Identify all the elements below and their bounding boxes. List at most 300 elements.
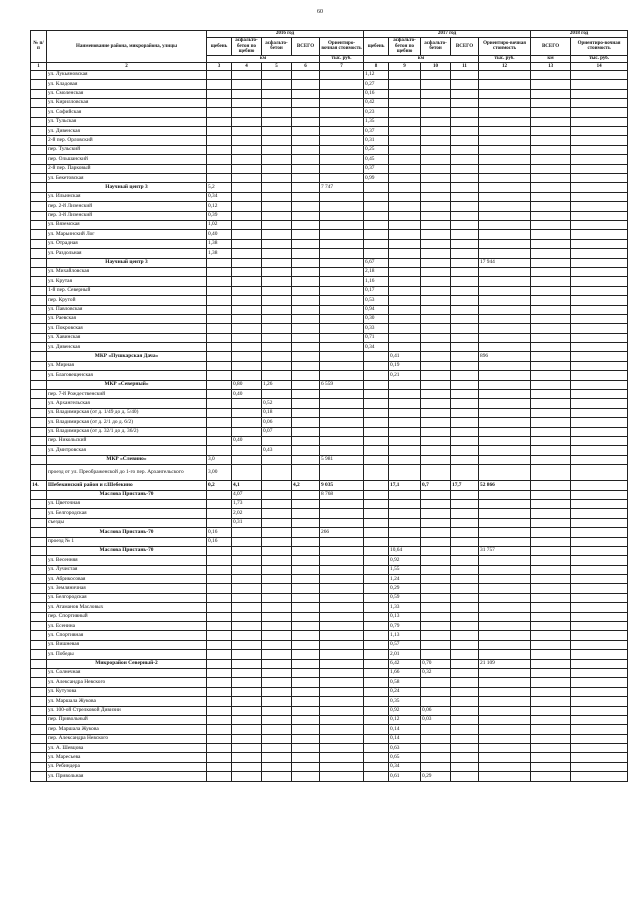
value-cell — [451, 361, 479, 370]
value-cell — [232, 286, 262, 295]
value-cell — [421, 80, 451, 89]
value-cell — [389, 108, 421, 117]
value-cell — [232, 174, 262, 183]
row-number-cell — [31, 136, 47, 145]
value-cell — [479, 277, 531, 286]
value-cell — [320, 174, 364, 183]
value-cell — [207, 305, 232, 314]
value-cell: 0,40 — [232, 436, 262, 445]
value-cell — [232, 267, 262, 276]
value-cell — [571, 352, 628, 361]
value-cell — [292, 706, 320, 715]
value-cell — [479, 249, 531, 258]
value-cell — [320, 408, 364, 417]
value-cell — [531, 772, 571, 781]
value-cell — [262, 528, 292, 537]
value-cell — [421, 575, 451, 584]
value-cell — [451, 678, 479, 687]
value-cell — [451, 239, 479, 248]
value-cell — [207, 371, 232, 380]
table-row — [31, 249, 628, 258]
value-cell: 0,59 — [389, 593, 421, 602]
value-cell — [421, 380, 451, 389]
value-cell — [292, 546, 320, 555]
value-cell — [262, 155, 292, 164]
street-name-cell: 2-й пер. Парковый — [47, 164, 207, 173]
value-cell — [207, 697, 232, 706]
value-cell: 0,29 — [389, 584, 421, 593]
value-cell — [207, 556, 232, 565]
value-cell — [531, 333, 571, 342]
col-header: асфальто-бетон — [421, 37, 451, 55]
value-cell — [451, 697, 479, 706]
value-cell: 896 — [479, 352, 531, 361]
value-cell — [571, 518, 628, 527]
value-cell — [479, 687, 531, 696]
section-row — [31, 455, 628, 464]
street-name-cell: Микрорайон Северный-2 — [47, 659, 207, 668]
value-cell — [451, 70, 479, 79]
value-cell — [207, 164, 232, 173]
value-cell — [262, 659, 292, 668]
value-cell — [262, 333, 292, 342]
value-cell: 0,33 — [364, 324, 389, 333]
value-cell — [389, 155, 421, 164]
value-cell: 4,1 — [232, 481, 262, 490]
value-cell: 7 747 — [320, 183, 364, 192]
table-row — [31, 371, 628, 380]
table-row — [31, 408, 628, 417]
value-cell: 0,37 — [364, 127, 389, 136]
table-row — [31, 612, 628, 621]
value-cell — [292, 399, 320, 408]
value-cell — [479, 725, 531, 734]
year-2017-header: 2017 год — [364, 31, 531, 38]
value-cell — [364, 481, 389, 490]
street-name-cell: ул. Владимирская (от д. 1/49 до д. 5/40) — [47, 408, 207, 417]
value-cell — [292, 145, 320, 154]
value-cell — [364, 408, 389, 417]
value-cell — [421, 697, 451, 706]
value-cell — [292, 333, 320, 342]
value-cell — [292, 314, 320, 323]
value-cell — [292, 380, 320, 389]
value-cell — [389, 499, 421, 508]
value-cell: 0,07 — [262, 427, 292, 436]
value-cell — [320, 762, 364, 771]
column-number: 11 — [451, 62, 479, 70]
table-row — [31, 427, 628, 436]
row-number-cell — [31, 622, 47, 631]
value-cell — [232, 631, 262, 640]
value-cell — [320, 725, 364, 734]
value-cell — [389, 192, 421, 201]
value-cell: 5 981 — [320, 455, 364, 464]
value-cell — [292, 192, 320, 201]
value-cell — [320, 145, 364, 154]
value-cell — [531, 575, 571, 584]
table-row — [31, 725, 628, 734]
value-cell — [531, 211, 571, 220]
value-cell — [451, 89, 479, 98]
value-cell — [571, 575, 628, 584]
value-cell — [364, 499, 389, 508]
value-cell — [421, 155, 451, 164]
table-row — [31, 314, 628, 323]
value-cell — [364, 772, 389, 781]
page-number: 60 — [317, 9, 323, 15]
value-cell — [571, 715, 628, 724]
value-cell — [262, 753, 292, 762]
street-name-cell: ул. Маресьева — [47, 753, 207, 762]
table-row — [31, 697, 628, 706]
value-cell — [292, 687, 320, 696]
value-cell — [320, 772, 364, 781]
value-cell — [320, 418, 364, 427]
value-cell — [292, 678, 320, 687]
value-cell — [531, 612, 571, 621]
value-cell — [207, 446, 232, 455]
value-cell — [479, 221, 531, 230]
table-row — [31, 575, 628, 584]
value-cell — [232, 239, 262, 248]
value-cell: 0,57 — [389, 640, 421, 649]
value-cell — [207, 89, 232, 98]
value-cell: 0,23 — [364, 108, 389, 117]
year-2018-header: 2018 год — [531, 31, 628, 38]
column-number: 10 — [421, 62, 451, 70]
value-cell — [232, 659, 262, 668]
value-cell — [262, 565, 292, 574]
value-cell — [232, 221, 262, 230]
value-cell — [451, 518, 479, 527]
value-cell — [479, 640, 531, 649]
value-cell — [479, 622, 531, 631]
street-name-cell: ул. Благовещенская — [47, 371, 207, 380]
value-cell — [389, 80, 421, 89]
value-cell — [262, 202, 292, 211]
value-cell: 0,13 — [389, 612, 421, 621]
street-name-cell: ул. Весенняя — [47, 556, 207, 565]
value-cell — [292, 277, 320, 286]
value-cell — [389, 399, 421, 408]
col-header: ВСЕГО — [531, 37, 571, 55]
value-cell — [207, 518, 232, 527]
value-cell — [320, 361, 364, 370]
value-cell — [320, 390, 364, 399]
value-cell — [232, 715, 262, 724]
value-cell — [451, 98, 479, 107]
value-cell — [571, 465, 628, 481]
value-cell — [571, 753, 628, 762]
value-cell — [262, 70, 292, 79]
value-cell — [389, 343, 421, 352]
value-cell — [531, 650, 571, 659]
value-cell — [320, 343, 364, 352]
value-cell — [320, 202, 364, 211]
row-number-cell — [31, 192, 47, 201]
value-cell — [292, 499, 320, 508]
table-row — [31, 127, 628, 136]
value-cell: 0,34 — [364, 343, 389, 352]
value-cell — [531, 622, 571, 631]
value-cell — [479, 603, 531, 612]
value-cell — [531, 314, 571, 323]
value-cell — [262, 772, 292, 781]
value-cell — [421, 221, 451, 230]
value-cell — [320, 305, 364, 314]
value-cell — [531, 343, 571, 352]
value-cell — [262, 296, 292, 305]
column-number: 2 — [47, 62, 207, 70]
value-cell — [451, 575, 479, 584]
value-cell — [320, 584, 364, 593]
value-cell — [421, 98, 451, 107]
value-cell — [262, 267, 292, 276]
value-cell — [571, 390, 628, 399]
column-number: 12 — [479, 62, 531, 70]
value-cell — [292, 390, 320, 399]
value-cell — [320, 399, 364, 408]
table-row — [31, 650, 628, 659]
value-cell: 0,06 — [421, 706, 451, 715]
value-cell — [262, 174, 292, 183]
value-cell — [531, 89, 571, 98]
value-cell — [262, 183, 292, 192]
value-cell — [421, 183, 451, 192]
value-cell — [292, 650, 320, 659]
value-cell — [451, 202, 479, 211]
street-name-cell: ул. Привольная — [47, 772, 207, 781]
value-cell — [320, 230, 364, 239]
value-cell — [292, 361, 320, 370]
value-cell — [389, 164, 421, 173]
row-number-cell — [31, 546, 47, 555]
value-cell — [364, 622, 389, 631]
value-cell — [262, 706, 292, 715]
value-cell — [451, 725, 479, 734]
value-cell — [531, 518, 571, 527]
value-cell — [320, 324, 364, 333]
value-cell — [479, 314, 531, 323]
value-cell — [571, 249, 628, 258]
value-cell — [531, 725, 571, 734]
value-cell — [320, 622, 364, 631]
row-number-cell — [31, 117, 47, 126]
value-cell — [389, 305, 421, 314]
value-cell — [364, 725, 389, 734]
value-cell — [531, 436, 571, 445]
value-cell — [531, 164, 571, 173]
value-cell: 17 944 — [479, 258, 531, 267]
value-cell — [364, 678, 389, 687]
value-cell — [571, 267, 628, 276]
value-cell — [479, 239, 531, 248]
value-cell: 31 757 — [479, 546, 531, 555]
street-name-cell: ул. Ребиндера — [47, 762, 207, 771]
value-cell — [451, 490, 479, 499]
value-cell — [571, 202, 628, 211]
value-cell — [389, 509, 421, 518]
value-cell — [320, 70, 364, 79]
value-cell — [421, 631, 451, 640]
value-cell — [479, 762, 531, 771]
section-row — [31, 258, 628, 267]
value-cell — [292, 230, 320, 239]
value-cell — [389, 418, 421, 427]
value-cell — [479, 80, 531, 89]
col-header: Ориентиро-вочная стоимость — [320, 37, 364, 55]
value-cell: 1,12 — [364, 70, 389, 79]
value-cell — [421, 593, 451, 602]
table-row — [31, 465, 628, 481]
table-row — [31, 174, 628, 183]
value-cell — [531, 239, 571, 248]
value-cell — [364, 490, 389, 499]
value-cell: 1,02 — [207, 221, 232, 230]
column-number: 5 — [262, 62, 292, 70]
value-cell — [320, 164, 364, 173]
value-cell: 4,2 — [292, 481, 320, 490]
row-number-cell — [31, 127, 47, 136]
value-cell — [232, 772, 262, 781]
value-cell — [571, 622, 628, 631]
value-cell — [389, 249, 421, 258]
value-cell — [364, 446, 389, 455]
column-number: 1 — [31, 62, 47, 70]
value-cell — [421, 612, 451, 621]
street-name-cell: ул. Дивенская — [47, 127, 207, 136]
value-cell — [207, 352, 232, 361]
value-cell — [320, 565, 364, 574]
value-cell — [232, 164, 262, 173]
value-cell — [320, 267, 364, 276]
street-name-cell: ул. Цветочная — [47, 499, 207, 508]
value-cell — [232, 622, 262, 631]
value-cell — [207, 333, 232, 342]
row-number-cell — [31, 650, 47, 659]
value-cell — [451, 258, 479, 267]
value-cell — [262, 697, 292, 706]
street-name-cell: ул. Тульская — [47, 117, 207, 126]
value-cell — [389, 127, 421, 136]
value-cell — [531, 155, 571, 164]
value-cell: 0,58 — [389, 678, 421, 687]
value-cell — [479, 108, 531, 117]
value-cell — [262, 668, 292, 677]
value-cell — [320, 136, 364, 145]
value-cell — [207, 640, 232, 649]
value-cell — [571, 427, 628, 436]
row-number-cell — [31, 89, 47, 98]
street-name-cell: Маслова Пристань-70 — [47, 528, 207, 537]
street-name-cell: ул. Смоленская — [47, 89, 207, 98]
value-cell — [364, 546, 389, 555]
value-cell — [262, 546, 292, 555]
street-name-cell: ул. Дмитровская — [47, 446, 207, 455]
row-number-cell — [31, 324, 47, 333]
value-cell — [262, 584, 292, 593]
value-cell — [207, 565, 232, 574]
row-number-cell — [31, 509, 47, 518]
value-cell — [364, 640, 389, 649]
value-cell: 6,67 — [364, 258, 389, 267]
value-cell — [389, 286, 421, 295]
row-number-cell — [31, 164, 47, 173]
value-cell — [571, 556, 628, 565]
value-cell: 4,07 — [232, 490, 262, 499]
value-cell: 17,1 — [389, 481, 421, 490]
value-cell — [364, 211, 389, 220]
value-cell — [320, 239, 364, 248]
street-name-cell: пер. Александра Невского — [47, 734, 207, 743]
value-cell — [451, 164, 479, 173]
value-cell — [531, 659, 571, 668]
value-cell — [207, 622, 232, 631]
table-row — [31, 584, 628, 593]
value-cell — [320, 221, 364, 230]
value-cell — [389, 174, 421, 183]
street-name-cell: съезды — [47, 518, 207, 527]
street-name-cell: пер. Ольшанский — [47, 155, 207, 164]
value-cell: 0,37 — [364, 164, 389, 173]
value-cell — [232, 333, 262, 342]
value-cell — [292, 772, 320, 781]
value-cell — [292, 211, 320, 220]
value-cell — [571, 361, 628, 370]
table-row — [31, 89, 628, 98]
value-cell — [364, 650, 389, 659]
value-cell — [292, 436, 320, 445]
value-cell — [292, 174, 320, 183]
value-cell — [421, 314, 451, 323]
value-cell: 0,70 — [421, 659, 451, 668]
row-number-cell — [31, 537, 47, 546]
value-cell — [232, 183, 262, 192]
value-cell — [292, 490, 320, 499]
value-cell — [571, 603, 628, 612]
table-header — [31, 31, 628, 71]
value-cell — [451, 230, 479, 239]
street-name-cell: ул. Лукьяновская — [47, 70, 207, 79]
value-cell — [451, 305, 479, 314]
value-cell — [451, 565, 479, 574]
row-number-cell — [31, 640, 47, 649]
value-cell — [364, 371, 389, 380]
value-cell — [421, 145, 451, 154]
value-cell — [292, 286, 320, 295]
value-cell — [232, 584, 262, 593]
value-cell — [364, 455, 389, 464]
value-cell — [571, 436, 628, 445]
value-cell — [207, 612, 232, 621]
value-cell: 0,40 — [207, 230, 232, 239]
value-cell: 1,38 — [207, 249, 232, 258]
value-cell — [292, 584, 320, 593]
table-row — [31, 305, 628, 314]
value-cell — [292, 352, 320, 361]
value-cell: 0,92 — [389, 556, 421, 565]
value-cell — [262, 455, 292, 464]
value-cell — [292, 427, 320, 436]
value-cell — [571, 221, 628, 230]
value-cell — [421, 603, 451, 612]
value-cell — [479, 446, 531, 455]
value-cell — [531, 324, 571, 333]
value-cell — [531, 98, 571, 107]
value-cell — [531, 509, 571, 518]
value-cell — [479, 155, 531, 164]
